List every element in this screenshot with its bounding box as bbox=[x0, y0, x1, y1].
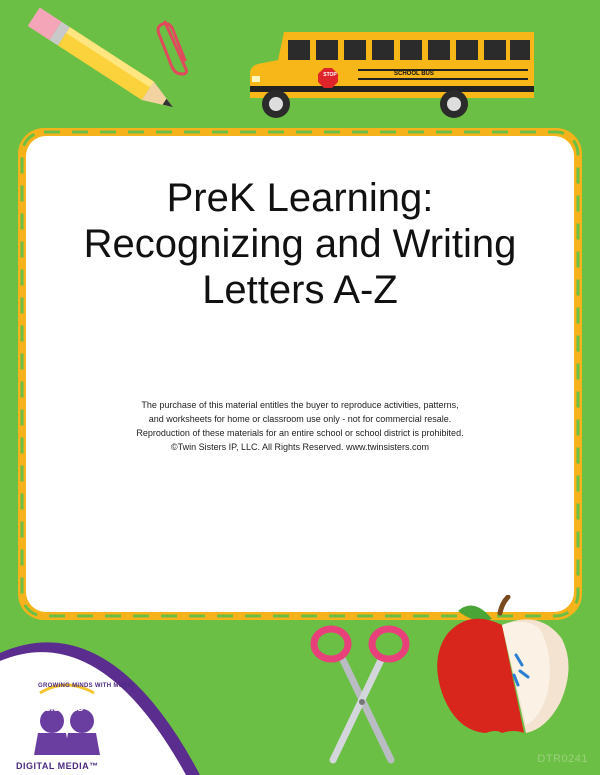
logo-brand-line-1: TWIN bbox=[52, 694, 76, 704]
apple-icon bbox=[430, 595, 580, 745]
logo-swoosh-icon bbox=[0, 615, 210, 775]
stop-sign-label: STOP bbox=[323, 72, 337, 78]
legal-notice bbox=[0, 398, 600, 454]
title-line-3: Letters A-Z bbox=[202, 268, 398, 312]
logo-brand-line-2: SISTERS bbox=[44, 703, 84, 713]
page-title bbox=[0, 175, 600, 313]
product-code: DTR0241 bbox=[537, 753, 588, 765]
bus-label: SCHOOL BUS bbox=[394, 71, 434, 77]
twin-sisters-logo bbox=[0, 615, 210, 775]
scissors-icon bbox=[305, 620, 415, 765]
legal-line: ©Twin Sisters IP, LLC. All Rights Reserved. www.twinsisters.com bbox=[170, 442, 430, 452]
logo-tagline: GROWING MINDS WITH MUSIC bbox=[38, 683, 135, 689]
title-line-1: PreK Learning: bbox=[166, 176, 434, 220]
legal-line: Reproduction of these materials for an entire school or school district is prohibited. bbox=[136, 428, 464, 438]
legal-line: and worksheets for home or classroom use only - not for commercial resale. bbox=[148, 414, 452, 424]
school-bus-icon bbox=[248, 28, 538, 120]
paperclip-icon bbox=[155, 12, 200, 77]
logo-brand-name bbox=[44, 695, 84, 713]
logo-digital-media: DIGITAL MEDIA™ bbox=[16, 761, 99, 771]
title-line-2: Recognizing and Writing bbox=[83, 222, 517, 266]
legal-line: The purchase of this material entitles the buyer to reproduce activities, patterns, bbox=[141, 400, 459, 410]
